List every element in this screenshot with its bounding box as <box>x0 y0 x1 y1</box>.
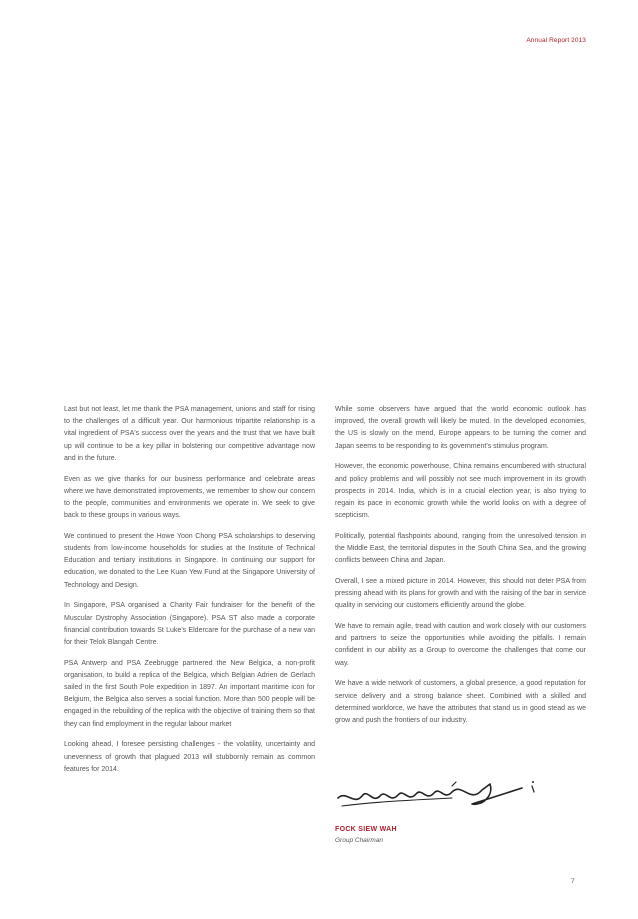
paragraph: In Singapore, PSA organised a Charity Fair fundraiser for the benefit of the Muscular Dystrophy Association (Singapore). PSA ST also made a corporate financial contribution towards St Luke's Eldercare for the purchase of a new van for their Telok Blangah Centre. <box>64 602 315 646</box>
report-title-header: Annual Report 2013 <box>526 37 586 44</box>
right-text-column <box>335 404 586 736</box>
paragraph: Politically, potential flashpoints abound, ranging from the unresolved tension in the Middle East, the territorial disputes in the South China Sea, and the growing conflicts between China and Japan. <box>335 532 586 565</box>
paragraph: We have a wide network of customers, a global presence, a good reputation for service delivery and a strong balance sheet. Combined with a skilled and determined workforce, we have the attributes that stand us in good stead as we grow and push the frontiers of our industry. <box>335 680 586 724</box>
page-number: 7 <box>571 878 575 885</box>
paragraph: We have to remain agile, tread with caution and work closely with our customers and partners to seize the opportunities while avoiding the pitfalls. I remain confident in our ability as a Group to overcome the challenges that come our way. <box>335 623 586 667</box>
paragraph: While some observers have argued that the world economic outlook has improved, the overall growth will likely be muted. In the developed economies, the US is slowly on the mend, Europe appears to be turning the corner and Japan seems to be responding to its government's stimulus program. <box>335 406 586 450</box>
paragraph: PSA Antwerp and PSA Zeebrugge partnered the New Belgica, a non-profit organisation, to build a replica of the Belgica, which Belgian Adrien de Gerlach sailed in the first South Pole expedition in 1897. An important maritime icon for Belgium, the Belgica also serves a social function. More than 500 people will be engaged in the rebuilding of the replica with the objective of training them so that they can find employment in the regular labour market <box>64 659 315 728</box>
signatory-title: Group Chairman <box>335 837 384 844</box>
paragraph: However, the economic powerhouse, China remains encumbered with structural and policy problems and will possibly not see much improvement in its growth prospects in 2014. India, which is in a crucial election year, is also trying to regain its pace in economic growth while the world looks on with a degree of scepticism. <box>335 463 586 520</box>
chairman-signature <box>332 776 552 818</box>
paragraph: Looking ahead, I foresee persisting challenges - the volatility, uncertainty and unevenness of growth that plagued 2013 will stubbornly remain as common features for 2014. <box>64 741 315 773</box>
paragraph: Even as we give thanks for our business performance and celebrate areas where we have demonstrated improvements, we remember to show our concern to the people, communities and environments we operate in. We seek to give back to these groups in various ways. <box>64 475 315 520</box>
left-text-column <box>64 404 315 784</box>
paragraph: Last but not least, let me thank the PSA management, unions and staff for rising to the challenges of a difficult year. Our harmonious tripartite relationship is a vital ingredient of PSA's success over the years and the trust that we have built up will continue to be a key pillar in bolstering our competitive advantage now and in the future. <box>64 406 315 462</box>
paragraph: Overall, I see a mixed picture in 2014. However, this should not deter PSA from pressing ahead with its plans for growth and with the raising of the bar in service quality in servicing our customers efficiently around the globe. <box>335 577 586 610</box>
paragraph: We continued to present the Howe Yoon Chong PSA scholarships to deserving students from low-income households for studies at the Institute of Technical Education and tertiary institutions in Singapore. In continuing our support for education, we donated to the Lee Kuan Yew Fund at the Singapore University of Technology and Design. <box>64 532 315 589</box>
signatory-name: FOCK SIEW WAH <box>335 826 397 833</box>
